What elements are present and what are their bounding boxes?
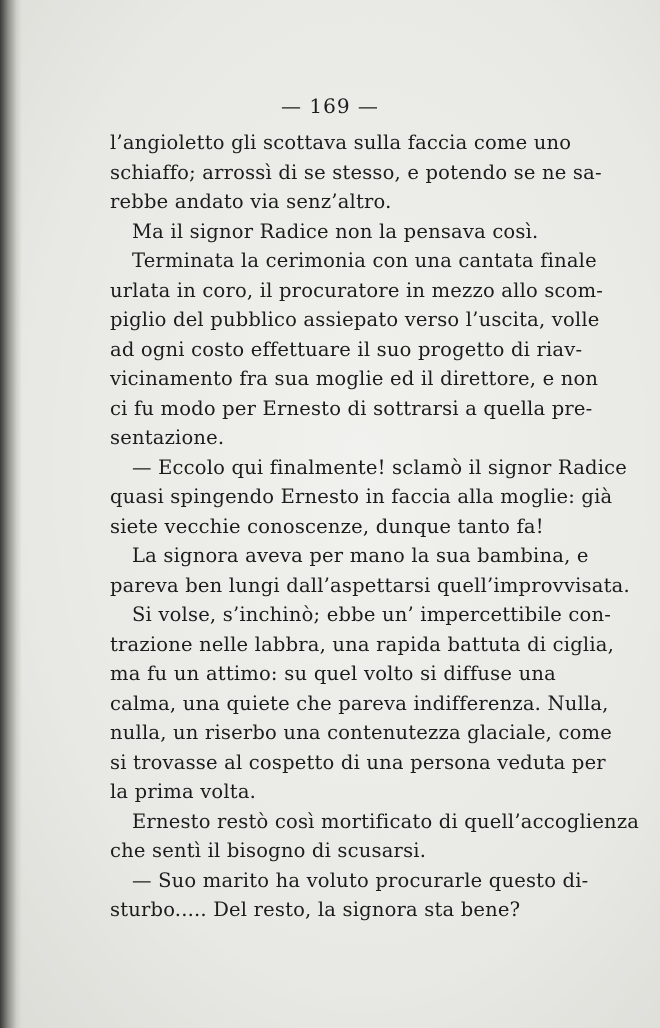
text-line: — Eccolo qui finalmente! sclamò il signor Radice (132, 455, 628, 479)
text-line: schiaffo; arrossì di se stesso, e potendo se ne sa- (110, 160, 602, 184)
body-text (110, 128, 640, 925)
text-line: si trovasse al cospetto di una persona veduta per (110, 750, 606, 774)
text-line: Si volse, s’inchinò; ebbe un’ impercettibile con- (132, 603, 612, 626)
text-line: ad ogni costo effettuare il suo progetto di riav- (110, 337, 583, 361)
text-line: trazione nelle labbra, una rapida battuta di ciglia, (110, 632, 614, 656)
text-line: ci fu modo per Ernesto di sottrarsi a quella pre- (110, 396, 593, 420)
text-line: l’angioletto gli scottava sulla faccia come uno (110, 131, 572, 154)
page-number: — 169 — (281, 94, 379, 118)
text-line: Ma il signor Radice non la pensava così. (132, 219, 539, 243)
text-line: piglio del pubblico assiepato verso l’uscita, volle (110, 308, 600, 331)
text-line: siete vecchie conoscenze, dunque tanto fa! (110, 514, 544, 538)
text-line: quasi spingendo Ernesto in faccia alla moglie: già (110, 485, 613, 508)
text-line: vicinamento fra sua moglie ed il direttore, e non (110, 367, 599, 390)
text-line: Terminata la cerimonia con una cantata finale (132, 249, 597, 272)
text-line: Ernesto restò così mortificato di quell’accoglienza (132, 809, 640, 833)
text-line: — Suo marito ha voluto procurarle questo di- (132, 868, 589, 892)
text-line: la prima volta. (110, 780, 257, 803)
text-line: pareva ben lungi dall’aspettarsi quell’improvvisata. (110, 573, 630, 597)
page-binding-edge (0, 0, 22, 1028)
text-line: sentazione. (110, 426, 225, 449)
text-line: sturbo..... Del resto, la signora sta bene? (110, 898, 521, 921)
text-line: nulla, un riserbo una contenutezza glaciale, come (110, 721, 612, 744)
text-line: ma fu un attimo: su quel volto si diffuse una (110, 662, 556, 685)
text-line: La signora aveva per mano la sua bambina, e (132, 544, 589, 567)
text-line: calma, una quiete che pareva indifferenza. Nulla, (110, 691, 609, 715)
text-line: urlata in coro, il procuratore in mezzo allo scom- (110, 278, 604, 302)
text-line: che sentì il bisogno di scusarsi. (110, 839, 427, 862)
text-line: rebbe andato via senz’altro. (110, 190, 392, 213)
